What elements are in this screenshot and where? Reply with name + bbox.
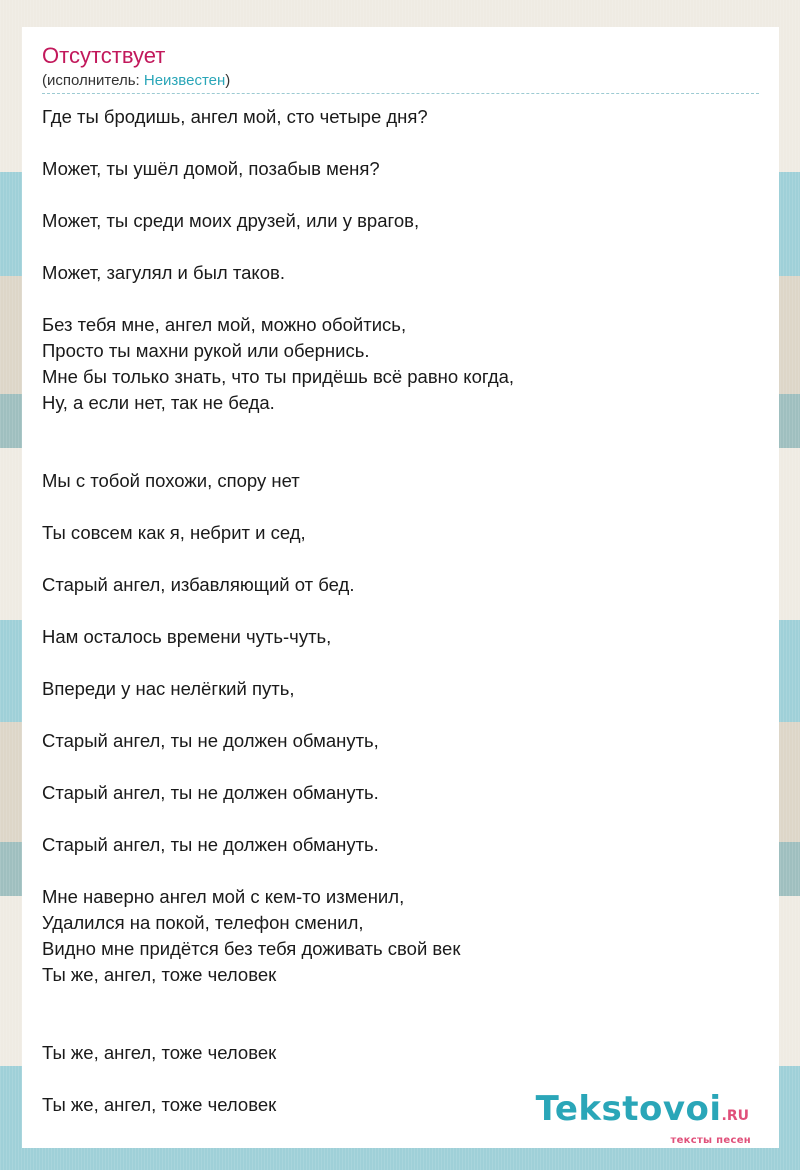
lyrics-card [22,27,779,1148]
artist-prefix: (исполнитель: [42,72,144,89]
logo-tld: .RU [721,1108,749,1124]
lyrics-text: Где ты бродишь, ангел мой, сто четыре дня? Может, ты ушёл домой, позабыв меня? Может, ты среди моих друзей, или у врагов, Может, загулял и был таков. Без тебя мне, ангел мой, можно обойтись, Просто ты махни рукой или обернись. Мне бы только знать, что ты придёшь всё равно когда, Ну, а если нет, так не беда. Мы с тобой похожи, спору нет Ты совсем как я, небрит и сед, Старый ангел, избавляющий от бед. Нам осталось времени чуть-чуть, Впереди у нас нелёгкий путь, Старый ангел, ты не должен обмануть, Старый ангел, ты не должен обмануть. Старый ангел, ты не должен обмануть. Мне наверно ангел мой с кем-то изменил, Удалился на покой, телефон сменил, Видно мне придётся без тебя доживать свой век Ты же, ангел, тоже человек Ты же, ангел, тоже человек Ты же, ангел, тоже человек [42,106,515,1115]
logo-tagline: тексты песен [670,1135,751,1146]
artist-link[interactable]: Неизвестен [143,72,226,89]
artist-suffix: ) [225,72,231,89]
title-divider [42,93,759,94]
song-title: Отсутствует [42,43,166,68]
artist-line [42,72,230,90]
logo-name: Tekstovoi [535,1089,722,1129]
site-logo[interactable] [535,1089,749,1129]
